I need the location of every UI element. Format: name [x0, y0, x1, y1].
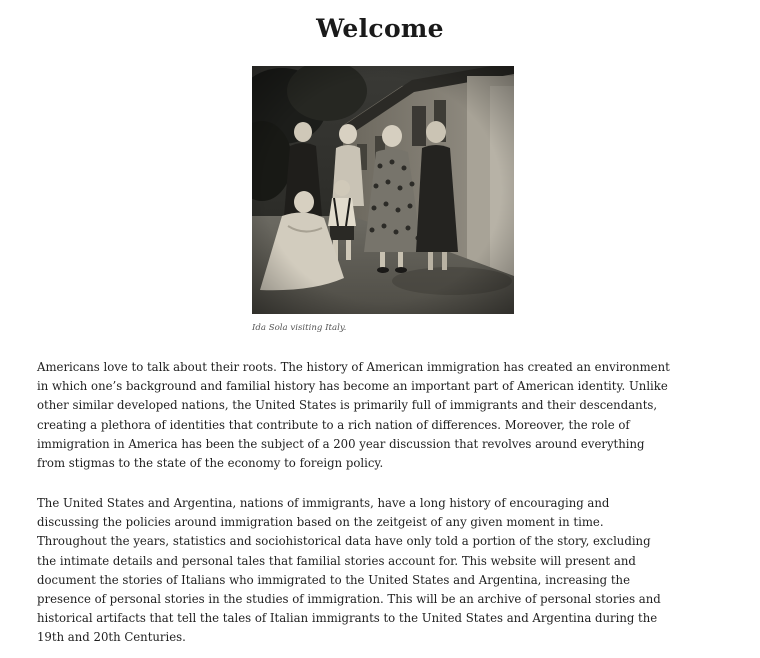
- intro-paragraph-2: [37, 494, 737, 648]
- paragraph-line: presence of personal stories in the studies of immigration. This will be an archive of personal stories and: [37, 592, 661, 607]
- photo-figure: [252, 66, 514, 314]
- paragraph-line: discussing the policies around immigration based on the zeitgeist of any given moment in time.: [37, 515, 604, 530]
- paragraph-line: the intimate details and personal tales that familial stories account for. This website will present and: [37, 553, 636, 568]
- family-photo: [252, 66, 514, 314]
- paragraph-line: immigration in America has been the subject of a 200 year discussion that revolves around everything: [37, 436, 645, 451]
- photo-caption: Ida Sola visiting Italy.: [252, 323, 347, 333]
- paragraph-line: The United States and Argentina, nations of immigrants, have a long history of encouraging and: [37, 496, 610, 510]
- paragraph-line: Americans love to talk about their roots. The history of American immigration has created an environment: [37, 360, 670, 374]
- paragraph-line: creating a plethora of identities that contribute to a rich nation of differences. Moreover, the role of: [37, 417, 630, 432]
- paragraph-line: in which one’s background and familial history has become an important part of American identity. Unlike: [37, 379, 668, 394]
- paragraph-line: from stigmas to the state of the economy to foreign policy.: [37, 456, 384, 471]
- paragraph-line: Throughout the years, statistics and sociohistorical data have only told a portion of the story, excluding: [37, 534, 651, 549]
- paragraph-line: other similar developed nations, the United States is primarily full of immigrants and their descendants,: [37, 398, 658, 413]
- paragraph-line: historical artifacts that tell the tales of Italian immigrants to the United States and Argentina during the: [37, 611, 658, 626]
- paragraph-line: document the stories of Italians who immigrated to the United States and Argentina, increasing the: [37, 572, 630, 587]
- paragraph-line: 19th and 20th Centuries.: [37, 630, 186, 645]
- page-title: Welcome: [316, 14, 444, 43]
- intro-paragraph-1: [37, 358, 737, 473]
